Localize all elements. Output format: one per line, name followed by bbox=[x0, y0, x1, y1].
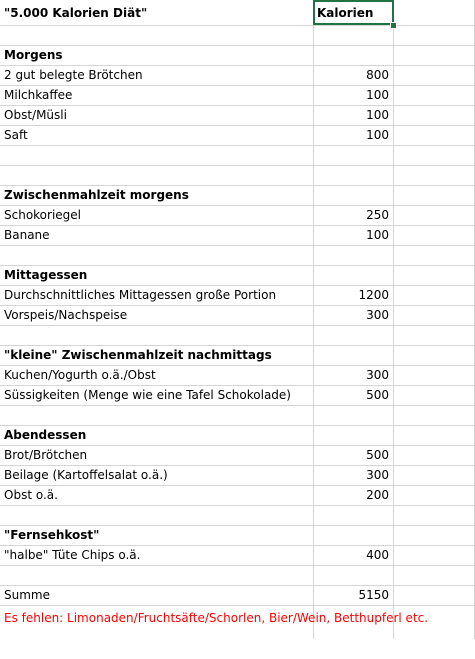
table-row bbox=[0, 566, 475, 586]
cell-item-label[interactable]: Obst o.ä. bbox=[4, 488, 58, 502]
cell-item-label[interactable] bbox=[0, 566, 313, 585]
cell-item-label[interactable]: Durchschnittliches Mittagessen große Portion bbox=[4, 288, 277, 302]
cell-section-heading[interactable]: Abendessen bbox=[4, 428, 87, 442]
cell-calories[interactable] bbox=[313, 186, 394, 205]
cell-item-label[interactable]: 2 gut belegte Brötchen bbox=[4, 68, 143, 82]
table-row bbox=[0, 126, 475, 146]
cell-item-label[interactable]: Milchkaffee bbox=[4, 88, 73, 102]
cell-calories[interactable] bbox=[313, 346, 394, 365]
table-row bbox=[0, 186, 475, 206]
table-row bbox=[0, 266, 475, 286]
table-row bbox=[0, 346, 475, 366]
cell-note[interactable]: Es fehlen: Limonaden/Fruchtsäfte/Schorlen, Bier/Wein, Betthupferl etc. bbox=[4, 611, 429, 625]
table-row bbox=[0, 466, 475, 486]
cell-section-heading[interactable]: Morgens bbox=[4, 48, 63, 62]
cell-item-label[interactable]: Brot/Brötchen bbox=[4, 448, 88, 462]
cell-empty[interactable] bbox=[394, 366, 475, 385]
cell-empty[interactable] bbox=[394, 0, 475, 25]
cell-empty[interactable] bbox=[394, 66, 475, 85]
table-row bbox=[0, 326, 475, 346]
table-row bbox=[0, 366, 475, 386]
table-row bbox=[0, 106, 475, 126]
cell-title[interactable]: "5.000 Kalorien Diät" bbox=[4, 6, 148, 20]
cell-empty[interactable] bbox=[394, 286, 475, 305]
cell-empty[interactable] bbox=[394, 466, 475, 485]
cell-calories[interactable]: 300 bbox=[313, 466, 394, 485]
cell-calories[interactable]: 400 bbox=[313, 546, 394, 565]
table-row bbox=[0, 426, 475, 446]
cell-calories[interactable] bbox=[313, 266, 394, 285]
cell-item-label[interactable]: Kuchen/Yogurth o.ä./Obst bbox=[4, 368, 156, 382]
cell-empty[interactable] bbox=[394, 526, 475, 545]
cell-empty[interactable] bbox=[394, 386, 475, 405]
cell-empty[interactable] bbox=[394, 486, 475, 505]
cell-empty[interactable] bbox=[394, 46, 475, 65]
cell-item-label[interactable] bbox=[0, 406, 313, 425]
cell-empty[interactable] bbox=[394, 586, 475, 605]
cell-calories[interactable] bbox=[313, 426, 394, 445]
fill-handle[interactable] bbox=[390, 22, 397, 29]
cell-calories[interactable]: 800 bbox=[313, 66, 394, 85]
cell-calories[interactable] bbox=[313, 146, 394, 165]
cell-empty[interactable] bbox=[394, 426, 475, 445]
table-row bbox=[0, 486, 475, 506]
cell-calories[interactable] bbox=[313, 166, 394, 185]
table-row-title bbox=[0, 0, 475, 26]
cell-section-heading[interactable]: "kleine" Zwischenmahlzeit nachmittags bbox=[4, 348, 272, 362]
cell-item-label[interactable]: Summe bbox=[4, 588, 50, 602]
cell-calories[interactable]: 200 bbox=[313, 486, 394, 505]
cell-empty[interactable] bbox=[394, 306, 475, 325]
cell-calories[interactable] bbox=[313, 26, 394, 45]
cell-empty[interactable] bbox=[394, 106, 475, 125]
cell-item-label[interactable] bbox=[0, 246, 313, 265]
cell-item-label[interactable]: Beilage (Kartoffelsalat o.ä.) bbox=[4, 468, 168, 482]
cell-item-label[interactable]: Banane bbox=[4, 228, 50, 242]
cell-calories[interactable]: 1200 bbox=[313, 286, 394, 305]
cell-calories[interactable]: 100 bbox=[313, 86, 394, 105]
cell-empty[interactable] bbox=[394, 266, 475, 285]
table-row bbox=[0, 446, 475, 466]
cell-empty[interactable] bbox=[394, 446, 475, 465]
cell-calories[interactable] bbox=[313, 526, 394, 545]
cell-item-label[interactable] bbox=[0, 146, 313, 165]
table-row bbox=[0, 526, 475, 546]
cell-item-label[interactable]: Saft bbox=[4, 128, 28, 142]
table-row bbox=[0, 26, 475, 46]
cell-empty[interactable] bbox=[394, 126, 475, 145]
table-row bbox=[0, 586, 475, 606]
cell-calories[interactable]: 5150 bbox=[313, 586, 394, 605]
cell-empty[interactable] bbox=[394, 546, 475, 565]
table-row bbox=[0, 206, 475, 226]
cell-calories[interactable] bbox=[313, 326, 394, 345]
cell-item-label[interactable] bbox=[0, 26, 313, 45]
cell-calories[interactable]: 500 bbox=[313, 386, 394, 405]
table-row bbox=[0, 166, 475, 186]
cell-calories[interactable] bbox=[313, 566, 394, 585]
cell-empty[interactable] bbox=[394, 246, 475, 265]
cell-calories[interactable] bbox=[313, 506, 394, 525]
cell-calories[interactable] bbox=[313, 406, 394, 425]
table-row bbox=[0, 306, 475, 326]
cell-empty[interactable] bbox=[394, 226, 475, 245]
cell-section-heading[interactable]: Mittagessen bbox=[4, 268, 88, 282]
cell-header-kalorien[interactable]: Kalorien bbox=[313, 0, 394, 25]
cell-calories[interactable]: 250 bbox=[313, 206, 394, 225]
cell-calories[interactable]: 100 bbox=[313, 126, 394, 145]
cell-calories[interactable]: 100 bbox=[313, 106, 394, 125]
cell-calories[interactable]: 300 bbox=[313, 366, 394, 385]
rows-container bbox=[0, 26, 475, 606]
table-row bbox=[0, 406, 475, 426]
table-row bbox=[0, 246, 475, 266]
cell-calories[interactable] bbox=[313, 46, 394, 65]
table-row bbox=[0, 226, 475, 246]
table-row bbox=[0, 86, 475, 106]
cell-empty[interactable] bbox=[394, 146, 475, 165]
cell-empty[interactable] bbox=[394, 86, 475, 105]
cell-item-label[interactable]: Schokoriegel bbox=[4, 208, 82, 222]
cell-item-label[interactable] bbox=[0, 506, 313, 525]
cell-section-heading[interactable]: "Fernsehkost" bbox=[4, 528, 100, 542]
cell-item-label[interactable] bbox=[0, 326, 313, 345]
table-row bbox=[0, 506, 475, 526]
cell-empty[interactable] bbox=[394, 26, 475, 45]
cell-section-heading[interactable]: Zwischenmahlzeit morgens bbox=[4, 188, 189, 202]
cell-item-label[interactable] bbox=[0, 166, 313, 185]
cell-empty[interactable] bbox=[394, 326, 475, 345]
cell-empty[interactable] bbox=[394, 186, 475, 205]
cell-empty[interactable] bbox=[394, 206, 475, 225]
cell-calories[interactable]: 500 bbox=[313, 446, 394, 465]
table-row bbox=[0, 146, 475, 166]
cell-empty[interactable] bbox=[394, 166, 475, 185]
cell-item-label[interactable]: Süssigkeiten (Menge wie eine Tafel Schokolade) bbox=[4, 388, 291, 402]
table-row bbox=[0, 46, 475, 66]
cell-item-label[interactable]: "halbe" Tüte Chips o.ä. bbox=[4, 548, 141, 562]
cell-empty[interactable] bbox=[394, 346, 475, 365]
cell-calories[interactable]: 100 bbox=[313, 226, 394, 245]
table-row bbox=[0, 386, 475, 406]
table-row-note bbox=[0, 606, 475, 639]
cell-calories[interactable] bbox=[313, 246, 394, 265]
cell-calories[interactable]: 300 bbox=[313, 306, 394, 325]
table-row bbox=[0, 66, 475, 86]
cell-empty[interactable] bbox=[394, 566, 475, 585]
table-row bbox=[0, 546, 475, 566]
cell-empty[interactable] bbox=[394, 506, 475, 525]
cell-item-label[interactable]: Obst/Müsli bbox=[4, 108, 67, 122]
table-row bbox=[0, 286, 475, 306]
cell-empty[interactable] bbox=[394, 406, 475, 425]
cell-item-label[interactable]: Vorspeis/Nachspeise bbox=[4, 308, 128, 322]
